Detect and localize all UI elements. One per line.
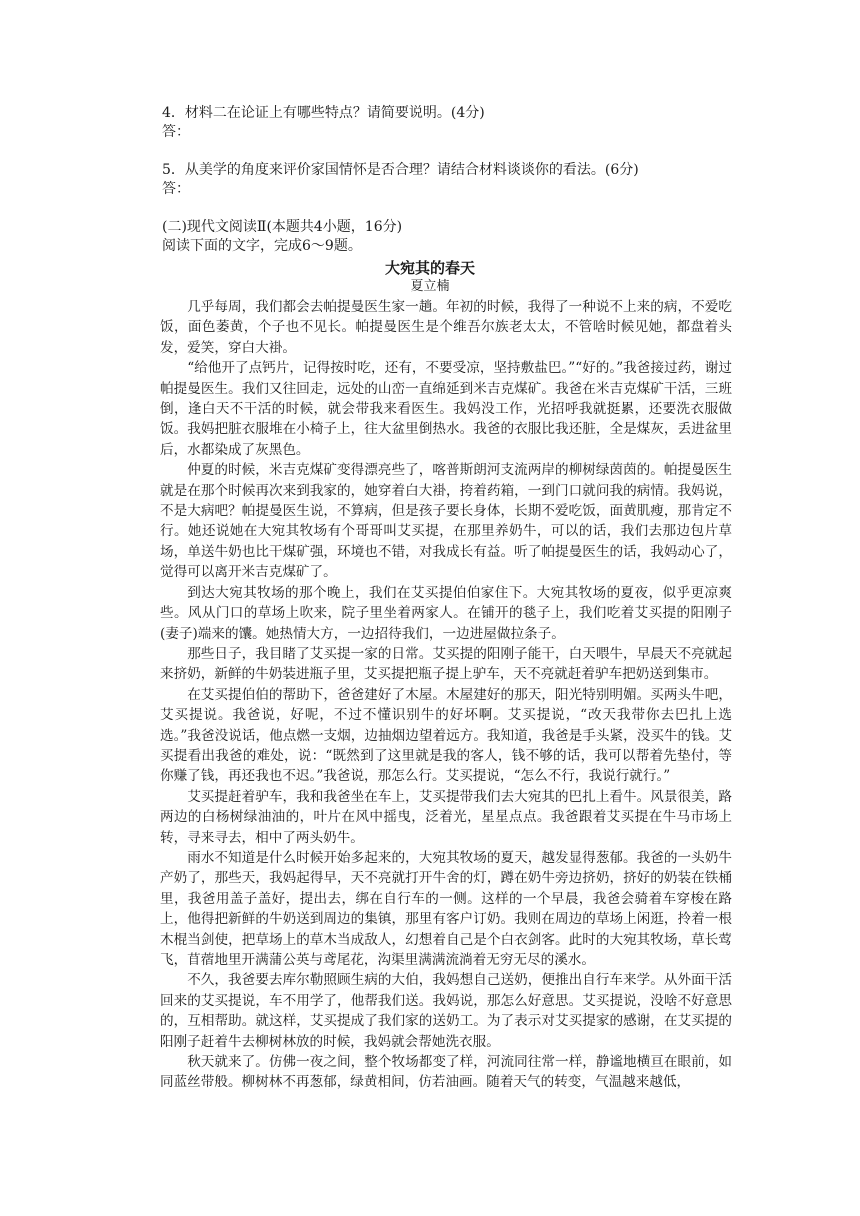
article-paragraph: 艾买提赶着驴车，我和我爸坐在车上，艾买提带我们去大宛其的巴扎上看牛。风景很美，路两边的白杨树绿油油的，叶片在风中摇曳，泛着光，星星点点。我爸跟着艾买提在牛马市场上转，寻来寻去，相中了两头奶牛。	[160, 788, 732, 846]
article-paragraph: 几乎每周，我们都会去帕提曼医生家一趟。年初的时候，我得了一种说不上来的病，不爱吃饭，面色萎黄，个子也不见长。帕提曼医生是个维吾尔族老太太，不管啥时候见她，都盘着头发，爱笑，穿白大褂。	[160, 299, 732, 356]
article-paragraph: 在艾买提伯伯的帮助下，爸爸建好了木屋。木屋建好的那天，阳光特别明媚。买两头牛吧，艾买提说。我爸说，好呢，不过不懂识别牛的好坏啊。艾买提说，“改天我带你去巴扎上选选。”我爸没说话，他点燃一支烟，边抽烟边望着远方。我知道，我爸是手头紧，没买牛的钱。艾买提看出我爸的难处，说：“既然到了这里就是我的客人，钱不够的话，我可以帮着先垫付，等你赚了钱，再还我也不迟。”我爸说，那怎么行。艾买提说，“怎么不行，我说行就行。”	[160, 686, 732, 785]
article-paragraph: 秋天就来了。仿佛一夜之间，整个牧场都变了样，河流同往常一样，静谧地横亘在眼前，如同蓝丝带般。柳树林不再葱郁，绿黄相间，仿若油画。随着天气的转变，气温越来越低，	[160, 1054, 732, 1091]
article-paragraph: “给他开了点钙片，记得按时吃，还有，不要受凉，坚持敷盐巴。”“好的。”我爸接过药，谢过帕提曼医生。我们又往回走，远处的山峦一直绵延到米吉克煤矿。我爸在米吉克煤矿干活，三班倒，逢白天不干活的时候，就会带我来看医生。我妈没工作，光招呼我就挺累，还要洗衣服做饭。我妈把脏衣服堆在小椅子上，往大盆里倒热水。我爸的衣服比我还脏，全是煤灰，丢进盆里后，水都染成了灰黑色。	[160, 360, 732, 458]
question-5-text: 5．从美学的角度来评价家国情怀是否合理？请结合材料谈谈你的看法。(6分)	[162, 162, 639, 178]
article-body	[160, 297, 732, 1093]
question-4-text: 4．材料二在论证上有哪些特点？请简要说明。(4分)	[162, 105, 485, 121]
article-paragraph: 不久，我爸要去库尔勒照顾生病的大伯，我妈想自己送奶，便推出自行车来学。从外面干活回来的艾买提说，车不用学了，他帮我们送。我妈说，那怎么好意思。艾买提说，没啥不好意思的，互相帮助。就这样，艾买提成了我们家的送奶工。为了表示对艾买提家的感谢，在艾买提的阳刚子赶着牛去柳树林放的时候，我妈就会帮她洗衣服。	[160, 972, 732, 1050]
question-5	[162, 161, 639, 199]
section-instruction: 阅读下面的文字，完成6～9题。	[162, 238, 362, 254]
article-author: 夏立楠	[410, 279, 450, 294]
article-paragraph: 雨水不知道是什么时候开始多起来的，大宛其牧场的夏天，越发显得葱郁。我爸的一头奶牛产奶了，那些天，我妈起得早，天不亮就打开牛舍的灯，蹲在奶牛旁边挤奶，挤好的奶装在铁桶里，我爸用盖子盖好，提出去，绑在自行车的一侧。这样的一个早晨，我爸会骑着车穿梭在路上，他得把新鲜的牛奶送到周边的集镇，那里有客户订奶。我则在周边的草场上闲逛，拎着一根木棍当剑使，把草场上的草木当成敌人，幻想着自己是个白衣剑客。此时的大宛其牧场，草长莺飞，苜蓿地里开满蒲公英与鸢尾花，沟渠里满满流淌着无穷无尽的溪水。	[160, 849, 732, 968]
question-5-answer-label: 答：	[162, 181, 190, 197]
question-4	[162, 104, 485, 142]
section-header	[162, 218, 402, 256]
question-4-answer-label: 答：	[162, 124, 190, 140]
article-paragraph: 到达大宛其牧场的那个晚上，我们在艾买提伯伯家住下。大宛其牧场的夏夜，似乎更凉爽些。风从门口的草场上吹来，院子里坐着两家人。在铺开的毯子上，我们吃着艾买提的阳刚子(妻子)端来的馕。她热情大方，一边招待我们，一边进屋做拉条子。	[160, 584, 732, 642]
section-heading: (二)现代文阅读Ⅱ(本题共4小题，16分)	[162, 219, 403, 235]
article-title: 大宛其的春天	[384, 259, 475, 277]
article-paragraph: 仲夏的时候，米吉克煤矿变得漂亮些了，喀普斯朗河支流两岸的柳树绿茵茵的。帕提曼医生就是在那个时候再次来到我家的，她穿着白大褂，挎着药箱，一到门口就问我的病情。我妈说，不是大病吧？帕提曼医生说，不算病，但是孩子要长身体，长期不爱吃饭，面黄肌瘦，那肯定不行。她还说她在大宛其牧场有个哥哥叫艾买提，在那里养奶牛，可以的话，我们去那边包片草场，单送牛奶也比干煤矿强，环境也不错，对我成长有益。听了帕提曼医生的话，我妈动心了，觉得可以离开米吉克煤矿了。	[160, 462, 732, 581]
article-paragraph: 那些日子，我目睹了艾买提一家的日常。艾买提的阳刚子能干，白天喂牛，早晨天不亮就起来挤奶，新鲜的牛奶装进瓶子里，艾买提把瓶子提上驴车，天不亮就赶着驴车把奶送到集市。	[160, 645, 732, 683]
